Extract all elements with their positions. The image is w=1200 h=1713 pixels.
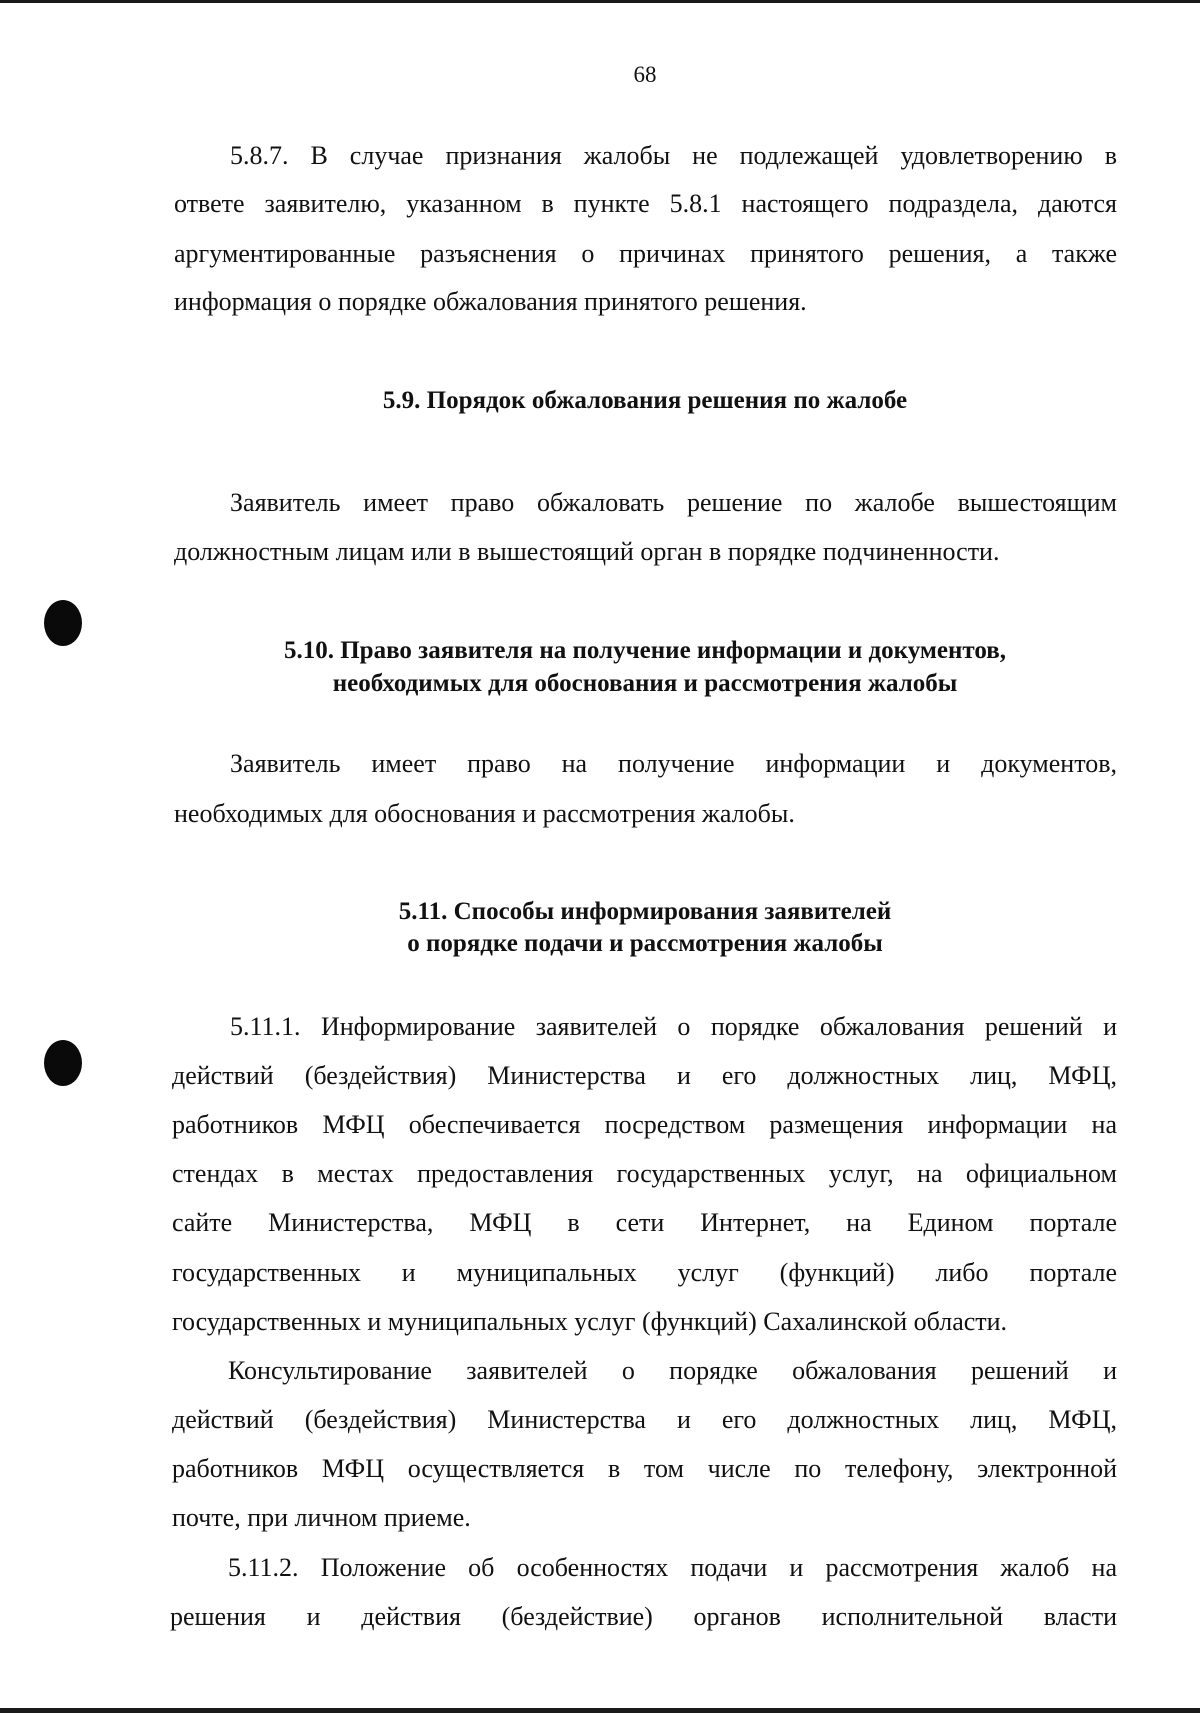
paragraph-line: Заявитель имеет право на получение информации и документов,	[230, 749, 1117, 778]
paragraph-line: 5.11.2. Положение об особенностях подачи и рассмотрения жалоб на	[228, 1553, 1117, 1582]
paragraph-line: работников МФЦ обеспечивается посредством размещения информации на	[172, 1110, 1117, 1139]
paragraph-line: необходимых для обоснования и рассмотрения жалобы.	[174, 799, 795, 828]
scan-top-border	[0, 0, 1200, 3]
paragraph-line: Заявитель имеет право обжаловать решение по жалобе вышестоящим	[230, 488, 1117, 517]
paragraph-line: ответе заявителю, указанном в пункте 5.8.1 настоящего подраздела, даются	[174, 189, 1117, 218]
punch-hole-mark	[44, 600, 82, 646]
paragraph-line: Консультирование заявителей о порядке обжалования решений и	[228, 1356, 1117, 1385]
paragraph-line: действий (бездействия) Министерства и его должностных лиц, МФЦ,	[172, 1061, 1117, 1090]
section-heading: 5.9. Порядок обжалования решения по жалобе	[382, 387, 908, 414]
paragraph-line: государственных и муниципальных услуг (функций) либо портале	[172, 1258, 1117, 1287]
punch-hole-mark	[44, 1040, 82, 1086]
section-heading: 5.11. Способы информирования заявителей	[398, 898, 892, 925]
paragraph-line: 5.11.1. Информирование заявителей о порядке обжалования решений и	[230, 1012, 1117, 1041]
section-heading: необходимых для обоснования и рассмотрения жалобы	[332, 670, 958, 697]
paragraph-line: решения и действия (бездействие) органов исполнительной власти	[170, 1602, 1117, 1631]
paragraph-line: аргументированные разъяснения о причинах принятого решения, а также	[174, 239, 1117, 268]
paragraph-line: должностным лицам или в вышестоящий орган в порядке подчиненности.	[174, 537, 1000, 566]
paragraph-line: сайте Министерства, МФЦ в сети Интернет, на Едином портале	[172, 1208, 1117, 1237]
scan-bottom-border	[0, 1708, 1200, 1713]
paragraph-line: действий (бездействия) Министерства и его должностных лиц, МФЦ,	[172, 1405, 1117, 1434]
paragraph-line: работников МФЦ осуществляется в том числе по телефону, электронной	[172, 1454, 1117, 1483]
paragraph-line: информация о порядке обжалования принятого решения.	[174, 287, 807, 316]
page-number: 68	[633, 62, 657, 87]
section-heading: о порядке подачи и рассмотрения жалобы	[407, 930, 883, 957]
section-heading: 5.10. Право заявителя на получение информации и документов,	[283, 637, 1007, 664]
paragraph-line: государственных и муниципальных услуг (функций) Сахалинской области.	[172, 1307, 1008, 1336]
paragraph-line: 5.8.7. В случае признания жалобы не подлежащей удовлетворению в	[230, 141, 1117, 170]
paragraph-line: почте, при личном приеме.	[172, 1503, 471, 1532]
paragraph-line: стендах в местах предоставления государственных услуг, на официальном	[172, 1159, 1117, 1188]
